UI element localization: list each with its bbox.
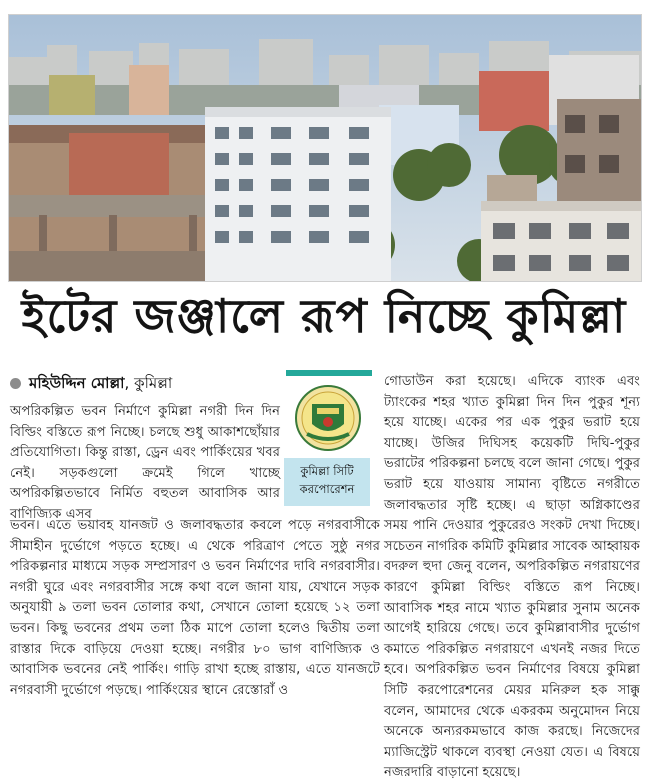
byline-location: কুমিল্লা [134,374,173,392]
right-column-text: গোডাউন করা হয়েছে। এদিকে ব্যাংক এবং ট্যাংকের শহর খ্যাত কুমিল্লা দিন দিন পুকুর শূন্য হয়ে যাচ্ছে। একের পর এক পুকুর ভরাট হয়ে যাচ্ছে। উজির দিঘিসহ কয়েকটি দিঘি-পুকুর ভরাটের পরিকল্পনা চলছে বলে জানা গেছে। পুকুর ভরাট হয়ে যাওয়ায় সামান্য বৃষ্টিতে নগরীতে জলাবদ্ধতার সৃষ্টি হচ্ছে। এ ছাড়া অগ্নিকাণ্ডের সময় পানি দেওয়ার পুকুরেরও সংকট দেখা দিচ্ছে। সচেতন নাগরিক কমিটি কুমিল্লার সাবেক আহ্বায়ক বদরুল হুদা জেনু বলেন, অপরিকল্পিত নগরায়ণের কারণে কুমিল্লা বিল্ডিং বস্তিতে রূপ নিচ্ছে। আবাসিক শহর নামে খ্যাত কুমিল্লার সুনাম অনেক আগেই হারিয়ে গেছে। তবে কুমিল্লাবাসীর দুর্ভোগ কমাতে পরিকল্পিত নগরায়ণে এখনই নজর দিতে হবে। অপরিকল্পিত ভবন নির্মাণের বিষয়ে কুমিল্লা সিটি করপোরেশনের মেয়র মনিরুল হক সাক্কু বলেন, আমাদের থেকে একরকম অনুমোদন নিয়ে অনেকে অন্যরকমভাবে কাজ করছে। নিজেদের ম্যাজিস্ট্রেট থাকলে ব্যবস্থা নেওয়া যেত। এ বিষয়ে নজরদারি বাড়ানো হয়েছে। [384,374,640,781]
city-skyline-photo [8,14,642,282]
city-corporation-caption [284,458,370,506]
lower-left-column [10,516,380,701]
caption-line-2: করপোরেশন [299,482,355,496]
right-column [384,372,640,784]
left-column [10,402,280,526]
logo-accent-bar [286,370,372,376]
city-corporation-emblem-icon [295,380,361,452]
byline [10,372,172,394]
city-corporation-logo-box [282,370,378,508]
article-headline: ইটের জঞ্জালে রূপ নিচ্ছে কুমিল্লা [21,289,627,343]
caption-line-1: কুমিল্লা সিটি [300,464,354,478]
left-column-text: অপরিকল্পিত ভবন নির্মাণে কুমিল্লা নগরী দিন দিন বিল্ডিং বস্তিতে রূপ নিচ্ছে। চলছে শুধু আকাশছোঁয়ার প্রতিযোগিতা। কিন্তু রাস্তা, ড্রেন এবং পার্কিংয়ের খবর নেই। সড়কগুলো ক্রমেই গিলে খাচ্ছে অপরিকল্পিতভাবে নির্মিত বহুতল আবাসিক আর বাণিজ্যিক এসব [10,404,280,522]
byline-separator: , [124,374,135,392]
author-name: মহিউদ্দিন মোল্লা [29,374,125,392]
bullet-icon [10,378,21,389]
lower-left-text: ভবন। এতে ভয়াবহ যানজট ও জলাবদ্ধতার কবলে পড়ে নগরবাসীকে সীমাহীন দুর্ভোগে পড়তে হচ্ছে। এ থেকে পরিত্রাণ পেতে সুষ্ঠু নগর পরিকল্পনার মাধ্যমে সড়ক সম্প্রসারণ ও ভবন নির্মাণের দাবি নগরবাসীর। নগরী ঘুরে এবং নগরবাসীর সঙ্গে কথা বলে জানা যায়, যেখানে সড়ক অনুযায়ী ৯ তলা ভবন তোলার কথা, সেখানে তোলা হয়েছে ১২ তলা ভবন। কিছু ভবনের প্রথম তলা ঠিক মাপে তোলা হলেও দ্বিতীয় তলা রাস্তার দিকে বাড়িয়ে দেওয়া হচ্ছে। নগরীর ৮০ ভাগ বাণিজ্যিক ও আবাসিক ভবনের নেই পার্কিং। গাড়ি রাখা হচ্ছে রাস্তায়, এতে যানজটে নগরবাসী দুর্ভোগে পড়ছে। পার্কিংয়ের স্থানে রেস্তোরাঁ ও [10,518,380,698]
skyline-illustration [9,15,641,281]
